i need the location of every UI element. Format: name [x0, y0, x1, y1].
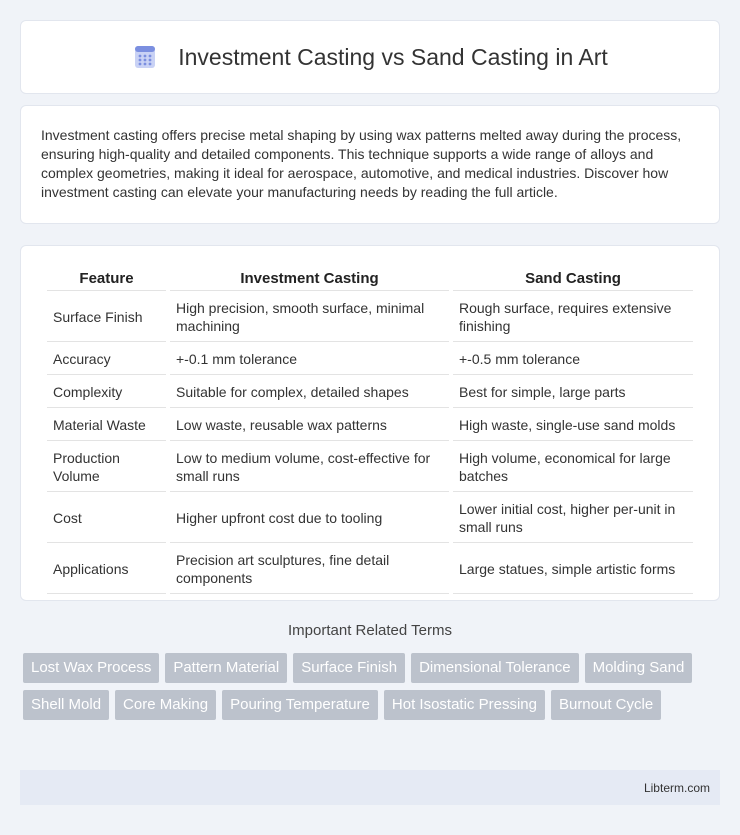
related-term-tag[interactable]: Surface Finish	[293, 653, 405, 683]
table-row	[47, 344, 693, 375]
row-feature: Accuracy	[47, 344, 166, 375]
page-title: Investment Casting vs Sand Casting in Art	[178, 43, 608, 70]
related-term-tag[interactable]: Core Making	[115, 690, 216, 720]
row-investment: Higher upfront cost due to tooling	[170, 494, 449, 543]
row-investment: Suitable for complex, detailed shapes	[170, 377, 449, 408]
comparison-card	[20, 245, 720, 601]
document-grid-icon	[132, 44, 158, 70]
row-investment: Low waste, reusable wax patterns	[170, 410, 449, 441]
row-feature: Material Waste	[47, 410, 166, 441]
row-feature: Surface Finish	[47, 293, 166, 342]
row-sand: High waste, single-use sand molds	[453, 410, 693, 441]
row-feature: Applications	[47, 545, 166, 594]
related-terms-list	[23, 653, 723, 720]
row-feature: Production Volume	[47, 443, 166, 492]
row-sand: Rough surface, requires extensive finishing	[453, 293, 693, 342]
row-sand: Lower initial cost, higher per-unit in small runs	[453, 494, 693, 543]
related-term-tag[interactable]: Pouring Temperature	[222, 690, 378, 720]
row-feature: Cost	[47, 494, 166, 543]
related-term-tag[interactable]: Molding Sand	[585, 653, 693, 683]
row-sand: +-0.5 mm tolerance	[453, 344, 693, 375]
intro-text: Investment casting offers precise metal shaping by using wax patterns melted away during the process, ensuring high-quality and detailed components. This technique supports a wide range of alloys and complex geometries, making it ideal for aerospace, automotive, and medical industries. Discover how investment casting can elevate your manufacturing needs by reading the full article.	[41, 127, 682, 200]
comparison-table	[43, 266, 697, 596]
related-term-tag[interactable]: Pattern Material	[165, 653, 287, 683]
header-sand-casting: Sand Casting	[453, 268, 693, 291]
row-investment: Low to medium volume, cost-effective for small runs	[170, 443, 449, 492]
related-term-tag[interactable]: Shell Mold	[23, 690, 109, 720]
footer-site-link[interactable]: Libterm.com	[643, 781, 710, 795]
row-investment: Precision art sculptures, fine detail components	[170, 545, 449, 594]
related-terms-title: Important Related Terms	[288, 622, 452, 639]
table-row	[47, 443, 693, 492]
related-term-tag[interactable]: Lost Wax Process	[23, 653, 159, 683]
table-row	[47, 545, 693, 594]
row-investment: High precision, smooth surface, minimal machining	[170, 293, 449, 342]
row-sand: Large statues, simple artistic forms	[453, 545, 693, 594]
related-term-tag[interactable]: Burnout Cycle	[551, 690, 661, 720]
table-row	[47, 410, 693, 441]
row-sand: Best for simple, large parts	[453, 377, 693, 408]
header-feature: Feature	[47, 268, 166, 291]
row-investment: +-0.1 mm tolerance	[170, 344, 449, 375]
table-row	[47, 377, 693, 408]
table-header-row	[47, 268, 693, 291]
intro-card	[20, 105, 720, 224]
table-row	[47, 293, 693, 342]
related-term-tag[interactable]: Dimensional Tolerance	[411, 653, 578, 683]
related-term-tag[interactable]: Hot Isostatic Pressing	[384, 690, 545, 720]
row-sand: High volume, economical for large batches	[453, 443, 693, 492]
row-feature: Complexity	[47, 377, 166, 408]
footer	[20, 770, 720, 805]
title-card	[20, 20, 720, 94]
header-investment-casting: Investment Casting	[170, 268, 449, 291]
table-row	[47, 494, 693, 543]
